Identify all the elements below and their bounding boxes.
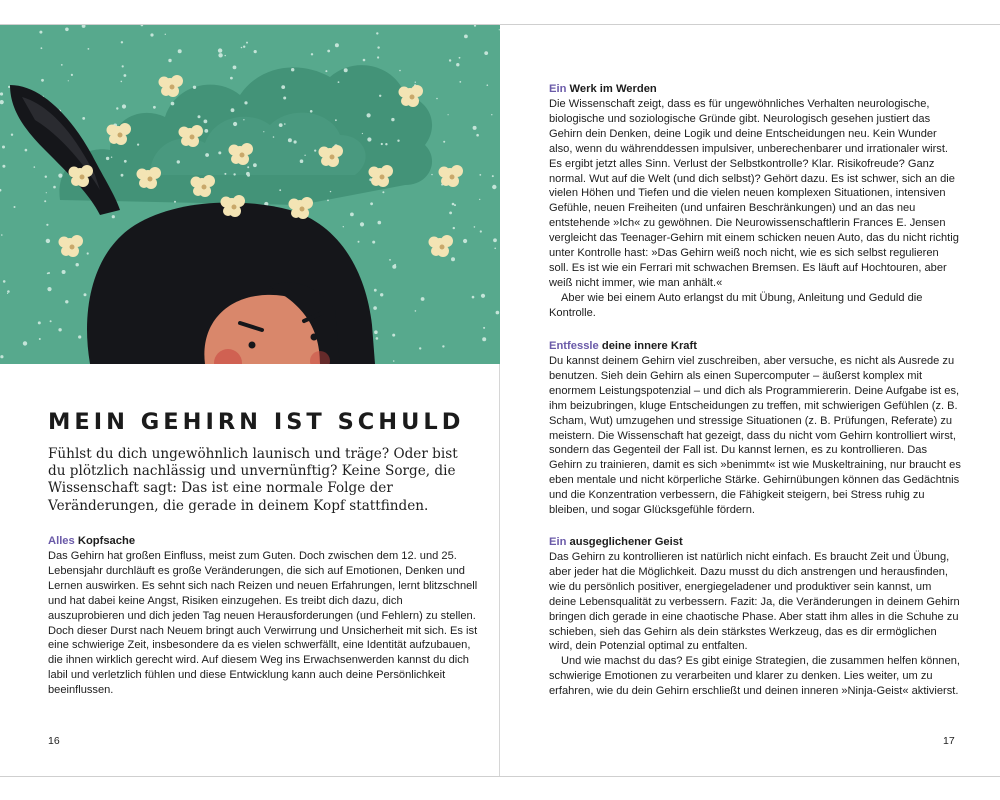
section-title: deine innere Kraft — [601, 340, 697, 352]
section-heading — [549, 339, 961, 354]
illustration-girl-popcorn — [0, 25, 500, 364]
section-title: Werk im Werden — [569, 83, 657, 95]
section-title: ausgeglichener Geist — [569, 536, 683, 548]
section-body: Und wie machst du das? Es gibt einige Strategien, die zusammen helfen können, schwierige Emotionen zu verarbeiten und klarer zu denken. Lies weiter, um zu erfahren, wie du dein Gehirn erschließt und deinen inneren »Ninja-Geist« aktivierst. — [549, 655, 960, 698]
section-alles-kopfsache — [48, 534, 478, 698]
section-innere-kraft — [549, 339, 961, 518]
section-keyword: Ein — [549, 536, 567, 548]
section-keyword: Entfessle — [549, 340, 599, 352]
intro-paragraph: Fühlst du dich ungewöhnlich launisch und träge? Oder bist du plötzlich nachlässig und unvernünftig? Keine Sorge, die Wissenschaft sagt: Das ist eine normale Folge der Veränderungen, die gerade in deinem Kopf stattfinden. — [48, 446, 458, 514]
section-heading — [549, 535, 961, 550]
section-heading — [48, 534, 478, 549]
section-title: Kopfsache — [77, 535, 136, 547]
section-heading — [549, 82, 961, 97]
section-keyword: Alles — [48, 535, 75, 547]
headline: MEIN GEHIRN IST SCHULD — [48, 409, 465, 435]
page-number-right: 17 — [943, 735, 955, 747]
section-body: Das Gehirn hat großen Einfluss, meist zum Guten. Doch zwischen dem 12. und 25. Lebensjahr durchläuft es große Veränderungen, die sich auf Emotionen, Denken und Lernen auswirken. Es sehnt sich nach Reizen und neuen Erfahrungen, lernt blitzschnell und hat dabei keine Angst, Risiken einzugehen. Es treibt dich dazu, dich auszuprobieren und dich jeden Tag neuen Herausforderungen (und Fehlern) zu stellen. Doch dieser Durst nach Neuem bringt auch Verwirrung und Unsicherheit mit sich. Es ist eine schwierige Zeit, insbesondere da es vielen schwerfällt, eine Identität aufzubauen, die ihnen wirklich gerecht wird. Auf diesem Weg ins Erwachsenwerden kannst du dich labil und verletzlich fühlen und diese Entwicklung kann auch deine Persönlichkeit beeinflussen. — [48, 550, 478, 697]
section-body: Du kannst deinem Gehirn viel zuschreiben, aber versuche, es nicht als Ausrede zu benutzen. Sieh dein Gehirn als einen Supercomputer – äußerst komplex mit enormem Leistungspotenzial – und dich als Programmiererin. Deine Aufgabe ist es, ihm beizubringen, kluge Entscheidungen zu treffen, mit schwierigen Gefühlen (z. B. Scham, Wut) umzugehen und stressige Situationen (z. B. Prüfungen, Referate) zu meistern. Die Wissenschaft hat gezeigt, dass du nicht vom Gehirn kontrolliert wirst, sondern das Gegenteil der Fall ist. Du kannst lernen, es zu kontrollieren. Das Gehirn zu trainieren, damit es sich »benimmt« ist wie Muskeltraining, nur braucht es eben mentale und nicht körperliche Stärke. Gehirnübungen können das Gedächtnis und die Konzentration verbessern, die Fähigkeit steigern, bei Stress ruhig zu bleiben, und sogar Glücksgefühle fördern. — [549, 355, 961, 517]
page-number-left: 16 — [48, 735, 60, 747]
section-keyword: Ein — [549, 83, 567, 95]
section-body: Das Gehirn zu kontrollieren ist natürlich nicht einfach. Es braucht Zeit und Übung, aber jeder hat die Möglichkeit. Dazu musst du dich anstrengen und herausfinden, wie du persönlich positiver, energiegeladener und produktiver sein kannst, um deine Lebensqualität zu verbessern. Fazit: Ja, die Veränderungen in deinem Gehirn bringen dich gerade in eine chaotische Phase. Aber statt ihm alles in die Schuhe zu schieben, sieh das Gehirn als dein stärkstes Werkzeug, das es dir ermöglichen wird, dein Potenzial optimal zu entfalten. — [549, 551, 960, 653]
section-body: Aber wie bei einem Auto erlangst du mit Übung, Anleitung und Geduld die Kontrolle. — [549, 291, 923, 319]
section-werk-im-werden — [549, 82, 961, 321]
section-ausgeglichener-geist — [549, 535, 961, 699]
section-body: Die Wissenschaft zeigt, dass es für ungewöhnliches Verhalten neurologische, biologische und soziologische Gründe gibt. Neurologisch gesehen justiert das Gehirn dein Denken, deine Logik und deine Entscheidungen neu. Kein Wunder also, wenn du währenddessen impulsiver, unberechenbarer und irrationaler wirst. Es ergibt jetzt alles Sinn. Verlust der Selbstkontrolle? Klar. Risikofreude? Ganz normal. Wut auf die Welt (und dich selbst)? Gehört dazu. Es ist schwer, sich an die vielen Höhen und Tiefen und die vielen neuen komplexen Situationen, intensiven Gefühle, neuen Freiheiten (und unfairen Beschränkungen) und an das neu entstehende »Ich« zu gewöhnen. Die Neurowissenschaftlerin Frances E. Jensen vergleicht das Teenager-Gehirn mit einem schicken neuen Auto, das du nicht richtig unter Kontrolle hast: »Das Gehirn weiß noch nicht, wie es sich selbst regulieren soll. Es ist wie ein Ferrari mit schwachen Bremsen. Es läuft auf Hochtouren, aber weiß nicht immer, wie man anhält.« — [549, 98, 959, 289]
